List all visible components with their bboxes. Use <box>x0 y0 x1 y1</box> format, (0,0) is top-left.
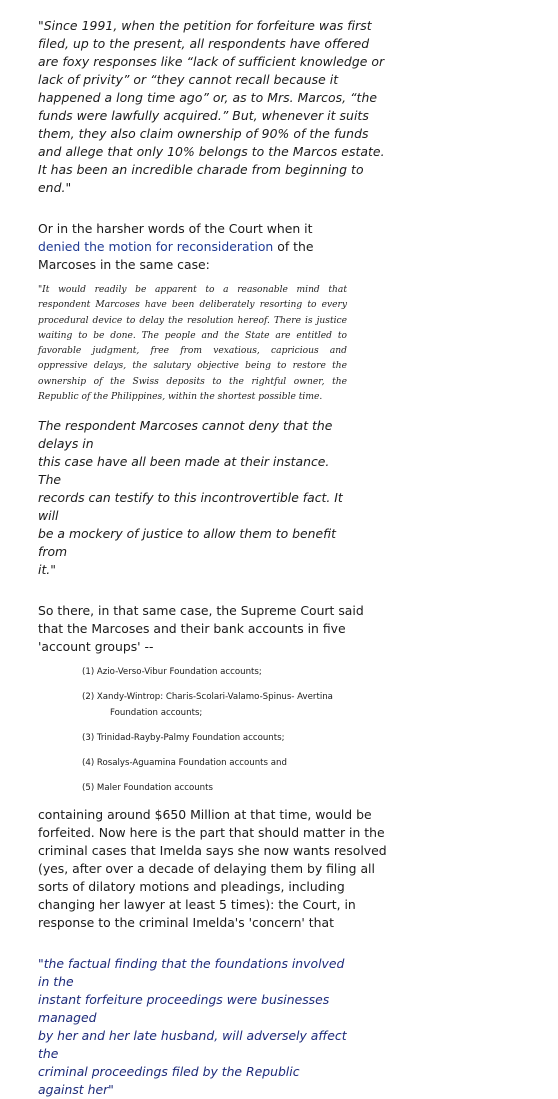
quote-line: this case have all been made at their instance. The <box>38 454 330 488</box>
quote-line: lack of privity” or “they cannot recall because it <box>38 72 339 87</box>
continuation-paragraph <box>38 806 538 932</box>
account-group-text: (1) Azio-Verso-Vibur Foundation accounts; <box>82 667 262 678</box>
paragraph-line: sorts of dilatory motions and pleadings, including <box>38 878 345 894</box>
quote-line: funds were lawfully acquired.” But, whenever it suits <box>38 108 369 123</box>
account-group-text: (5) Maler Foundation accounts <box>82 782 213 793</box>
quote-line: and allege that only 10% belongs to the Marcos estate. <box>38 144 385 159</box>
so-there-paragraph <box>38 602 538 656</box>
quote-line: by her and her late husband, will adversely affect the <box>38 1027 347 1061</box>
quote-line: them, they also claim ownership of 90% of the funds <box>38 126 369 141</box>
quote-line: It has been an incredible charade from beginning to <box>38 162 364 177</box>
quote-line: The respondent Marcoses cannot deny that the delays in <box>38 418 333 452</box>
quote-line: instant forfeiture proceedings were businesses managed <box>38 991 330 1025</box>
motion-for-reconsideration-link[interactable]: denied the motion for reconsideration <box>38 239 274 254</box>
paragraph-line: So there, in that same case, the Supreme Court said <box>38 603 364 619</box>
paragraph-line: that the Marcoses and their bank accounts in five <box>38 621 346 637</box>
list-item <box>82 731 538 747</box>
intro-paragraph <box>38 220 348 274</box>
mockery-quote <box>38 417 348 579</box>
paragraph-line: response to the criminal Imelda's 'concern' that <box>38 914 334 930</box>
court-resolution-quote: "It would readily be apparent to a reasonable mind that respondent Marcoses have been deliberately resorting to every procedural device to delay the resolution hereof. There is justice waiting to be done. The people and the State are entitled to favorable judgment, free from vexatious, capricious and oppressive delays, the salutary objective being to restore the ownership of the Swiss deposits to the rightful owner, the Republic of the Philippines, within the shortest possible time. <box>38 285 347 403</box>
account-group-continuation: Foundation accounts; <box>110 707 203 718</box>
list-item <box>82 665 538 681</box>
paragraph-line: (yes, after over a decade of delaying them by filing all <box>38 860 375 876</box>
paragraph-line: criminal cases that Imelda says she now wants resolved <box>38 842 387 858</box>
quote-line: criminal proceedings filed by the Republic against her" <box>38 1063 300 1097</box>
article-body <box>38 17 538 1099</box>
opening-quote <box>38 17 538 197</box>
final-quote <box>38 955 348 1099</box>
paragraph-line: 'account groups' -- <box>38 639 154 655</box>
paragraph-line: containing around $650 Million at that time, would be <box>38 806 372 822</box>
list-item <box>82 690 538 721</box>
quote-line: happened a long time ago” or, as to Mrs. Marcos, “the <box>38 90 378 105</box>
quote-line: "the factual finding that the foundations involved in the <box>38 955 345 989</box>
intro-text-end: of the Marcoses in the same case: <box>38 239 314 272</box>
account-group-text: (2) Xandy-Wintrop: Charis-Scolari-Valamo-Spinus- Avertina <box>82 692 333 703</box>
quote-line: filed, up to the present, all respondents have offered <box>38 36 370 51</box>
account-group-text: (3) Trinidad-Rayby-Palmy Foundation accounts; <box>82 732 285 743</box>
account-groups-list <box>38 665 538 796</box>
paragraph-line: changing her lawyer at least 5 times): the Court, in <box>38 896 356 912</box>
paragraph-line: forfeited. Now here is the part that should matter in the <box>38 824 385 840</box>
quote-line: "Since 1991, when the petition for forfeiture was first <box>38 18 372 33</box>
account-group-text: (4) Rosalys-Aguamina Foundation accounts and <box>82 757 287 768</box>
list-item <box>82 781 538 797</box>
intro-text: Or in the harsher words of the Court when it <box>38 221 313 236</box>
list-item <box>82 756 538 772</box>
quote-line: be a mockery of justice to allow them to benefit from <box>38 526 336 560</box>
quote-line: records can testify to this incontrovertible fact. It will <box>38 490 343 524</box>
quote-line: end." <box>38 180 72 195</box>
quote-line: it." <box>38 562 56 578</box>
quote-line: are foxy responses like “lack of sufficient knowledge or <box>38 54 385 69</box>
